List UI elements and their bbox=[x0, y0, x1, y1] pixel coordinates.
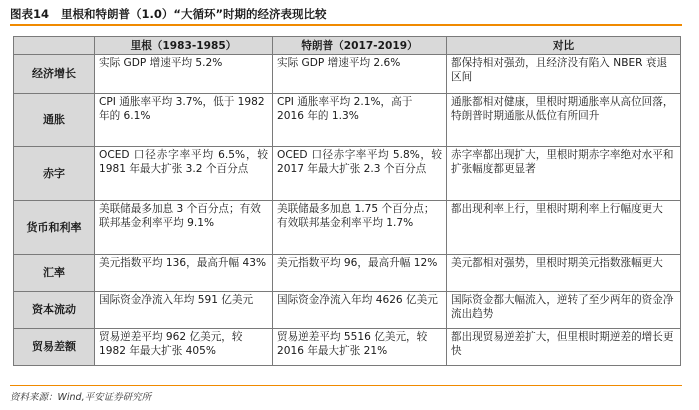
header-trump: 特朗普（2017-2019） bbox=[273, 37, 447, 55]
cell-reagan: 美元指数平均 136，最高升幅 43% bbox=[95, 255, 273, 292]
cell-compare: 美元都相对强势，里根时期美元指数涨幅更大 bbox=[447, 255, 681, 292]
cell-trump: OCED 口径赤字率平均 5.8%，较 2017 年最大扩张 2.3 个百分点 bbox=[273, 147, 447, 201]
cell-trump: 美元指数平均 96，最高升幅 12% bbox=[273, 255, 447, 292]
table-row bbox=[14, 255, 681, 292]
row-label: 货币和利率 bbox=[14, 201, 95, 255]
table-row bbox=[14, 147, 681, 201]
cell-reagan: 贸易逆差平均 962 亿美元，较 1982 年最大扩张 405% bbox=[95, 329, 273, 366]
cell-compare: 都出现贸易逆差扩大，但里根时期逆差的增长更快 bbox=[447, 329, 681, 366]
figure-title-bar bbox=[10, 4, 682, 26]
cell-trump: 贸易逆差平均 5516 亿美元，较 2016 年最大扩张 21% bbox=[273, 329, 447, 366]
cell-trump: CPI 通胀率平均 2.1%，高于 2016 年的 1.3% bbox=[273, 94, 447, 147]
table-row bbox=[14, 94, 681, 147]
cell-trump: 国际资金净流入年均 4626 亿美元 bbox=[273, 292, 447, 329]
figure-label: 图表14 bbox=[10, 7, 50, 21]
table-header-row bbox=[14, 37, 681, 55]
table-row bbox=[14, 292, 681, 329]
comparison-table bbox=[13, 36, 681, 366]
cell-compare: 都保持相对强劲，且经济没有陷入 NBER 衰退区间 bbox=[447, 55, 681, 94]
cell-compare: 赤字率都出现扩大，里根时期赤字率绝对水平和扩张幅度都更显著 bbox=[447, 147, 681, 201]
row-label: 资本流动 bbox=[14, 292, 95, 329]
header-compare: 对比 bbox=[447, 37, 681, 55]
row-label: 贸易差额 bbox=[14, 329, 95, 366]
table-row bbox=[14, 201, 681, 255]
row-label: 赤字 bbox=[14, 147, 95, 201]
cell-compare: 都出现利率上行，里根时期利率上行幅度更大 bbox=[447, 201, 681, 255]
cell-trump: 实际 GDP 增速平均 2.6% bbox=[273, 55, 447, 94]
row-label: 经济增长 bbox=[14, 55, 95, 94]
header-reagan: 里根（1983-1985） bbox=[95, 37, 273, 55]
cell-reagan: 实际 GDP 增速平均 5.2% bbox=[95, 55, 273, 94]
cell-compare: 通胀都相对健康，里根时期通胀率从高位回落，特朗普时期通胀从低位有所回升 bbox=[447, 94, 681, 147]
row-label: 通胀 bbox=[14, 94, 95, 147]
cell-reagan: OCED 口径赤字率平均 6.5%，较 1981 年最大扩张 3.2 个百分点 bbox=[95, 147, 273, 201]
table-row bbox=[14, 329, 681, 366]
header-empty bbox=[14, 37, 95, 55]
cell-compare: 国际资金都大幅流入，逆转了至少两年的资金净流出趋势 bbox=[447, 292, 681, 329]
cell-reagan: 国际资金净流入年均 591 亿美元 bbox=[95, 292, 273, 329]
table-row bbox=[14, 55, 681, 94]
cell-trump: 美联储最多加息 1.75 个百分点；有效联邦基金利率平均 1.7% bbox=[273, 201, 447, 255]
row-label: 汇率 bbox=[14, 255, 95, 292]
figure-title: 里根和特朗普（1.0）“大循环”时期的经济表现比较 bbox=[61, 7, 327, 21]
cell-reagan: 美联储最多加息 3 个百分点；有效联邦基金利率平均 9.1% bbox=[95, 201, 273, 255]
cell-reagan: CPI 通胀率平均 3.7%，低于 1982 年的 6.1% bbox=[95, 94, 273, 147]
source-note: 资料来源：Wind,平安证券研究所 bbox=[10, 385, 682, 403]
